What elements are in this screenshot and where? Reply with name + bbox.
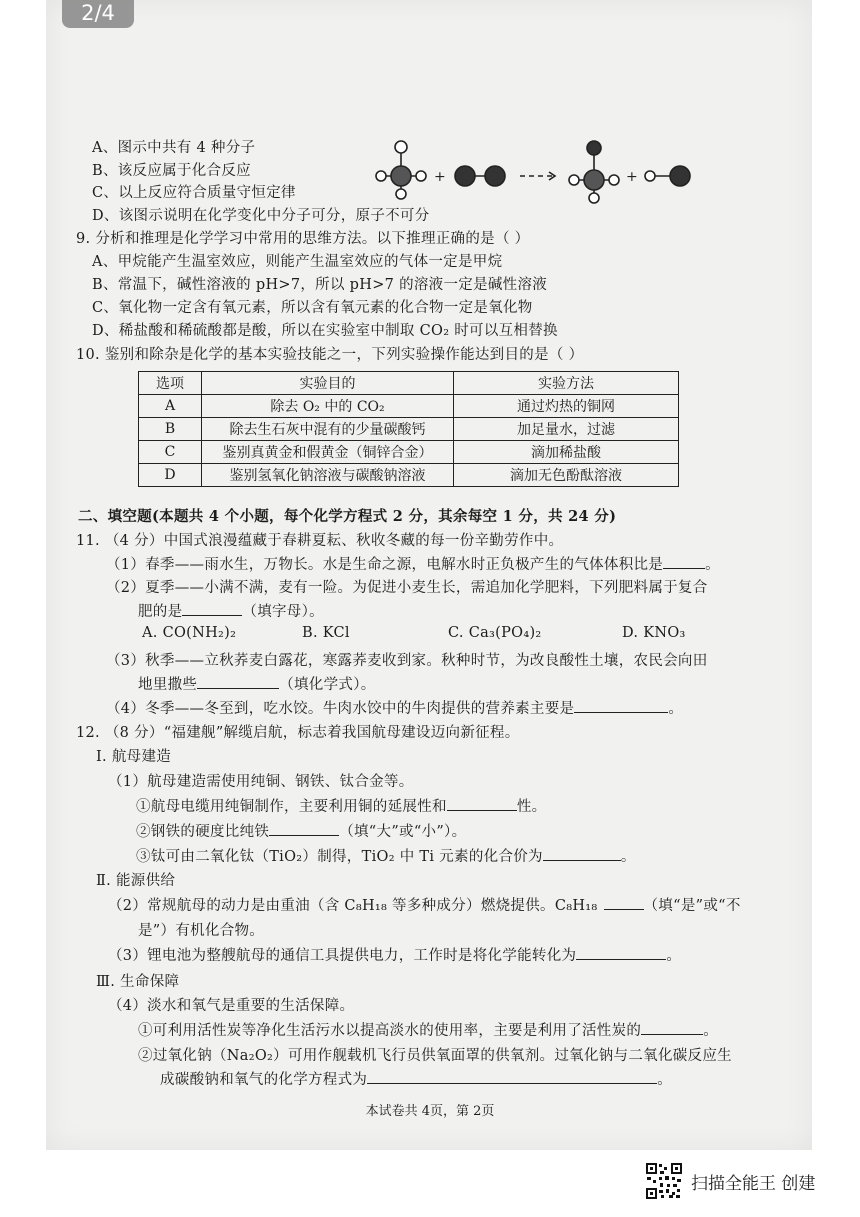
q8-option-d: D、该图示说明在化学变化中分子可分，原子不可分 — [92, 208, 430, 224]
q12-sub-1b — [136, 820, 466, 841]
experiment-table — [138, 371, 679, 487]
q12-sub-2a-end: （填“是”或“不 — [643, 898, 741, 914]
scanner-brand — [645, 1162, 815, 1200]
q12-sub-4a-text: ①可利用活性炭等净化生活污水以提高淡水的使用率，主要是利用了活性炭的 — [138, 1023, 642, 1039]
answer-blank[interactable] — [197, 674, 279, 689]
q11-choice-b: B. KCl — [302, 625, 350, 641]
q12-sub-3 — [108, 944, 681, 965]
q12-sub-3-end: 。 — [666, 948, 682, 964]
q11-part-3b — [138, 673, 376, 694]
q11-part-3a: （3）秋季——立秋荞麦白露花，寒露荞麦收到家。秋种时节，为改良酸性土壤，农民会向田 — [106, 653, 708, 669]
q12-sub-4a — [138, 1019, 718, 1040]
reaction-diagram — [368, 136, 702, 206]
q8-option-b: B、该反应属于化合反应 — [92, 163, 251, 179]
q11-part-2b-text: 肥的是 — [138, 604, 183, 620]
q12-heading-2: Ⅱ. 能源供给 — [96, 873, 176, 889]
q11-part-4-text: （4）冬季——冬至到，吃水饺。牛肉水饺中的牛肉提供的营养素主要是 — [106, 701, 575, 717]
table-cell: 除去 O₂ 中的 CO₂ — [202, 395, 454, 418]
table-cell: C — [139, 441, 202, 464]
q11-part-1 — [106, 553, 720, 574]
table-cell: 通过灼热的铜网 — [454, 395, 679, 418]
q12-sub-4b-end: 。 — [657, 1072, 673, 1088]
answer-blank[interactable] — [663, 554, 705, 569]
answer-blank[interactable] — [641, 1020, 703, 1035]
qr-code-icon — [645, 1162, 683, 1200]
table-cell: D — [139, 464, 202, 487]
q9-option-d: D、稀盐酸和稀硫酸都是酸，所以在实验室中制取 CO₂ 时可以互相替换 — [92, 323, 558, 339]
q12-sub-1c-end: 。 — [620, 849, 636, 865]
answer-blank[interactable] — [182, 601, 242, 616]
table-cell: 加足量水，过滤 — [454, 418, 679, 441]
q11-part-1-end: 。 — [705, 557, 720, 573]
q10-stem: 10. 鉴别和除杂是化学的基本实验技能之一，下列实验操作能达到目的是（ ） — [76, 347, 584, 363]
q12-sub-2a — [108, 894, 741, 915]
table-cell: 滴加无色酚酞溶液 — [454, 464, 679, 487]
q12-sub-4b-text: 成碳酸钠和氧气的化学方程式为 — [160, 1072, 368, 1088]
table-header-cell: 选项 — [139, 372, 202, 395]
page-footer: 本试卷共 4页，第 2页 — [365, 1104, 495, 1119]
q12-sub-3-text: （3）锂电池为整艘航母的通信工具提供电力，工作时是将化学能转化为 — [108, 948, 577, 964]
q12-sub-1a-end: 性。 — [516, 799, 547, 815]
q9-option-a: A、甲烷能产生温室效应，则能产生温室效应的气体一定是甲烷 — [92, 254, 503, 270]
table-cell: 除去生石灰中混有的少量碳酸钙 — [202, 418, 454, 441]
q9-option-c: C、氧化物一定含有氧元素，所以含有氧元素的化合物一定是氧化物 — [92, 300, 533, 316]
q12-stem: 12. （8 分）“福建舰”解缆启航，标志着我国航母建设迈向新征程。 — [76, 725, 520, 741]
brand-label: 扫描全能王 创建 — [691, 1173, 816, 1194]
q12-sub-1b-end: （填“大”或“小”）。 — [339, 824, 467, 840]
table-cell: 滴加稀盐酸 — [454, 441, 679, 464]
section-2-title: 二、填空题(本题共 4 个小题，每个化学方程式 2 分，其余每空 1 分，共 24 分) — [78, 508, 617, 525]
q9-stem: 9. 分析和推理是化学学习中常用的思维方法。以下推理正确的是（ ） — [76, 231, 530, 247]
q11-part-2b-end: （填字母）。 — [242, 604, 324, 620]
q12-sub-1b-text: ②钢铁的硬度比纯铁 — [136, 824, 270, 840]
q9-option-b: B、常温下，碱性溶液的 pH>7，所以 pH>7 的溶液一定是碱性溶液 — [92, 277, 548, 293]
answer-blank[interactable] — [269, 821, 339, 836]
q12-sub-4b-a: ②过氧化钠（Na₂O₂）可用作舰载机飞行员供氧面罩的供氧剂。过氧化钠与二氧化碳反应生 — [138, 1048, 732, 1064]
answer-blank[interactable] — [367, 1069, 657, 1084]
q12-sub-1a-text: ①航母电缆用纯铜制作，主要利用铜的延展性和 — [136, 799, 447, 815]
table-header-row — [139, 372, 679, 395]
q12-sub-4: （4）淡水和氧气是重要的生活保障。 — [108, 998, 355, 1014]
q11-stem: 11. （4 分）中国式浪漫蕴藏于春耕夏耘、秋收冬藏的每一份辛勤劳作中。 — [76, 533, 564, 549]
table-cell: 鉴别真黄金和假黄金（铜锌合金） — [202, 441, 454, 464]
q11-part-2b — [138, 600, 324, 621]
table-cell: A — [139, 395, 202, 418]
q11-choice-a: A. CO(NH₂)₂ — [142, 625, 237, 641]
q11-part-2a: （2）夏季——小满不满，麦有一险。为促进小麦生长，需追加化学肥料，下列肥料属于复合 — [106, 580, 708, 596]
table-cell: 鉴别氢氧化钠溶液与碳酸钠溶液 — [202, 464, 454, 487]
q11-part-4 — [106, 697, 683, 718]
answer-blank[interactable] — [576, 945, 666, 960]
q11-part-3b-end: （填化学式）。 — [279, 677, 376, 693]
table-header-cell: 实验方法 — [454, 372, 679, 395]
q11-part-3b-text: 地里撒些 — [138, 677, 198, 693]
svg-text:+: + — [434, 169, 446, 185]
table-header-cell: 实验目的 — [202, 372, 454, 395]
q12-sub-2b: 是”）有机化合物。 — [138, 923, 265, 939]
q11-choice-c: C. Ca₃(PO₄)₂ — [448, 625, 542, 641]
answer-blank[interactable] — [574, 698, 668, 713]
q11-part-4-end: 。 — [668, 701, 684, 717]
q8-option-c: C、以上反应符合质量守恒定律 — [92, 185, 296, 201]
q12-sub-4a-end: 。 — [703, 1023, 719, 1039]
q12-heading-1: Ⅰ. 航母建造 — [96, 749, 172, 765]
q12-sub-2a-text: （2）常规航母的动力是由重油（含 C₈H₁₈ 等多种成分）燃烧提供。C₈H₁₈ — [108, 898, 598, 914]
q12-sub-1c — [136, 845, 636, 866]
q12-sub-4b-b — [160, 1068, 672, 1089]
q12-sub-1a — [136, 795, 546, 816]
svg-text:+: + — [626, 169, 638, 185]
answer-blank[interactable] — [604, 895, 644, 910]
table-row — [139, 464, 679, 487]
table-row — [139, 441, 679, 464]
q12-sub-1c-text: ③钛可由二氧化钛（TiO₂）制得，TiO₂ 中 Ti 元素的化合价为 — [136, 849, 543, 865]
q11-part-1-text: （1）春季——雨水生，万物长。水是生命之源，电解水时正负极产生的气体体积比是 — [106, 557, 664, 573]
answer-blank[interactable] — [543, 846, 621, 861]
q11-choice-d: D. KNO₃ — [622, 625, 686, 641]
q12-heading-3: Ⅲ. 生命保障 — [96, 974, 180, 990]
q8-option-a: A、图示中共有 4 种分子 — [92, 140, 256, 156]
table-row — [139, 395, 679, 418]
table-cell: B — [139, 418, 202, 441]
page-indicator[interactable]: 2/4 — [62, 0, 134, 28]
q12-sub-1: （1）航母建造需使用纯铜、钢铁、钛合金等。 — [108, 774, 414, 790]
table-row — [139, 418, 679, 441]
atom-circle — [395, 141, 407, 153]
answer-blank[interactable] — [447, 796, 517, 811]
